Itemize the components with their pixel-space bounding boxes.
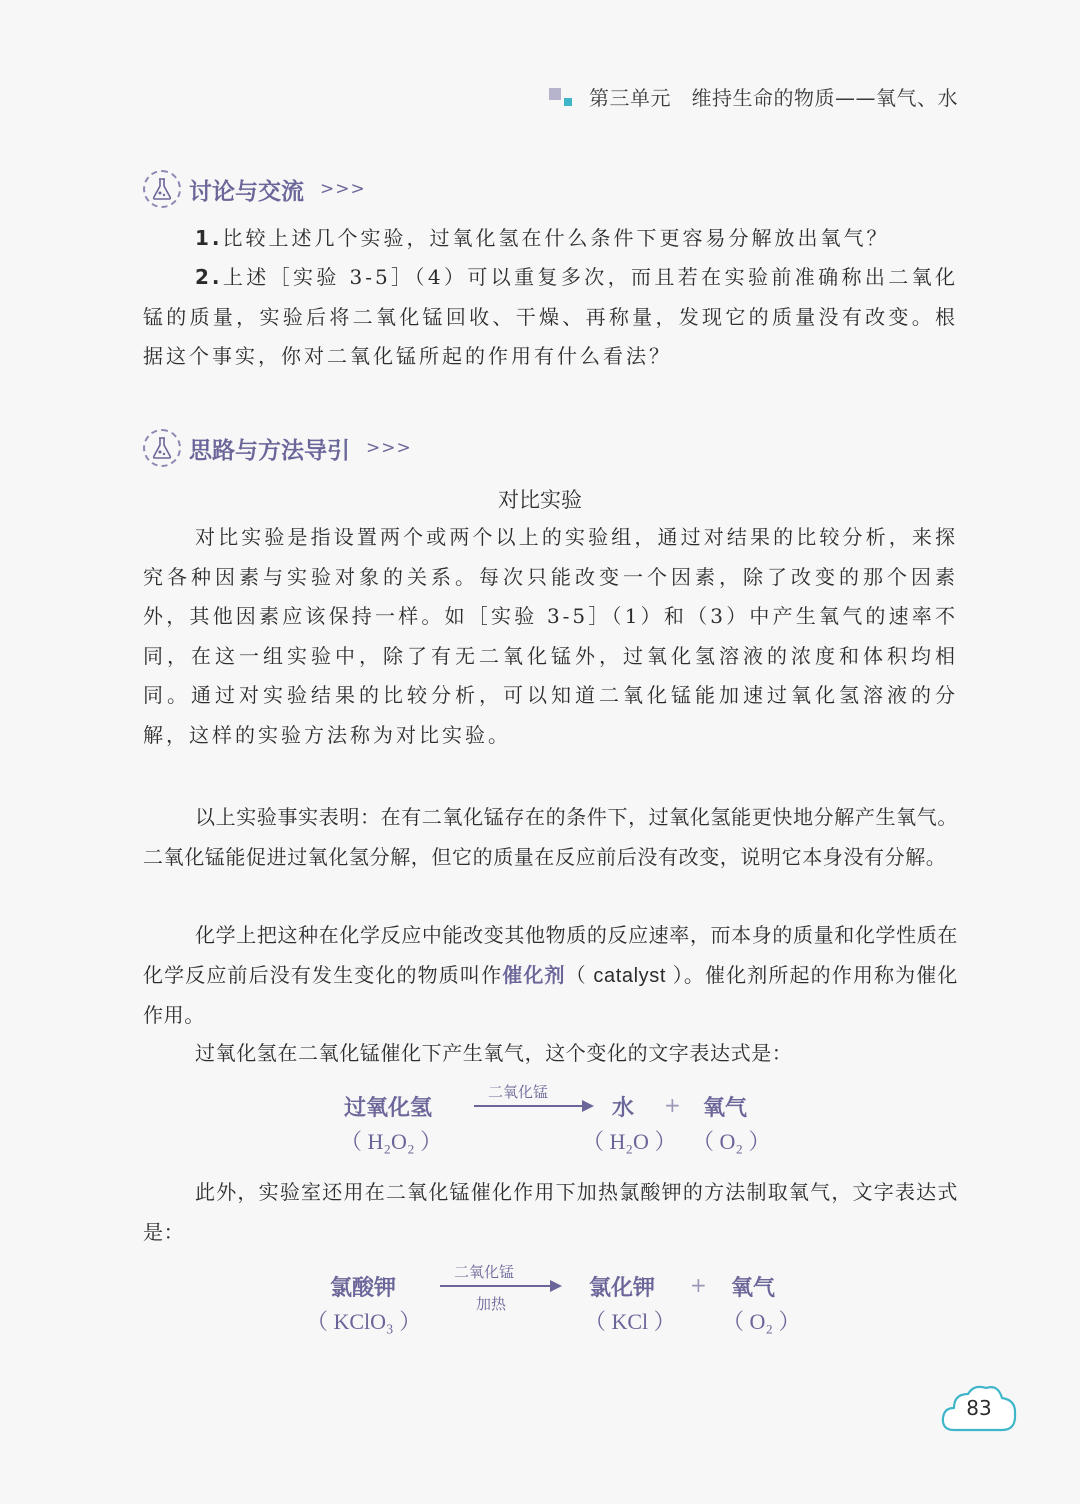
eq2-product1: 氯化钾 bbox=[589, 1276, 656, 1301]
eq1-product2-formula: （ O₂ ） bbox=[692, 1129, 771, 1154]
eq2-reactant-formula: （ KClO₃ ） bbox=[306, 1309, 422, 1334]
eq2-plus: + bbox=[690, 1273, 707, 1297]
eq1-condition: 二氧化锰 bbox=[488, 1083, 549, 1101]
eq2-arrow bbox=[440, 1285, 560, 1287]
body-paragraph-1: 以上实验事实表明：在有二氧化锰存在的条件下，过氧化氢能更快地分解产生氧气。二氧化锰能促进过氧化氢分解，但它的质量在反应前后没有改变，说明它本身没有分解。 bbox=[143, 805, 958, 869]
page-header bbox=[549, 82, 958, 111]
eq1-reactant: 过氧化氢 bbox=[344, 1096, 433, 1121]
eq2-product2-formula: （ O₂ ） bbox=[722, 1309, 801, 1334]
eq1-plus: + bbox=[664, 1093, 681, 1117]
eq2-condition-top: 二氧化锰 bbox=[454, 1263, 515, 1281]
method-subtitle: 对比实验 bbox=[498, 488, 582, 512]
catalyst-english: （ catalyst ） bbox=[565, 964, 684, 987]
catalyst-keyword: 催化剂 bbox=[502, 962, 566, 987]
question-2-number: 2. bbox=[195, 265, 223, 289]
unit-title: 第三单元 维持生命的物质——氧气、水 bbox=[589, 86, 958, 110]
eq1-reactant-formula: （ H₂O₂ ） bbox=[340, 1129, 443, 1154]
flask-icon bbox=[143, 429, 181, 467]
method-arrows: >>> bbox=[366, 438, 412, 458]
question-1-number: 1. bbox=[195, 226, 223, 250]
discussion-arrows: >>> bbox=[320, 179, 366, 199]
discussion-question-1 bbox=[143, 219, 958, 259]
eq1-product1: 水 bbox=[612, 1096, 635, 1121]
eq1-product1-formula: （ H₂O ） bbox=[582, 1129, 677, 1154]
body-paragraph-4: 此外，实验室还用在二氧化锰催化作用下加热氯酸钾的方法制取氧气，文字表达式是： bbox=[143, 1180, 958, 1244]
page-number-badge bbox=[940, 1378, 1018, 1438]
body-paragraph-3: 过氧化氢在二氧化锰催化下产生氧气，这个变化的文字表达式是： bbox=[195, 1041, 793, 1065]
method-heading bbox=[143, 429, 412, 467]
eq2-product1-formula: （ KCl ） bbox=[584, 1309, 676, 1334]
header-square-icon bbox=[549, 84, 577, 110]
page-number: 83 bbox=[966, 1396, 992, 1420]
question-1-text: 比较上述几个实验，过氧化氢在什么条件下更容易分解放出氧气？ bbox=[222, 226, 890, 250]
question-2-text: 上述［实验 3-5］（4）可以重复多次，而且若在实验前准确称出二氧化锰的质量，实验后将二氧化锰回收、干燥、再称量，发现它的质量没有改变。根据这个事实，你对二氧化锰所起的作用有什么看法？ bbox=[143, 265, 958, 368]
discussion-heading bbox=[143, 170, 366, 208]
body-paragraph-2 bbox=[143, 916, 958, 1036]
flask-icon bbox=[143, 170, 181, 208]
eq2-condition-bottom: 加热 bbox=[476, 1295, 507, 1313]
method-title: 思路与方法导引 bbox=[189, 437, 350, 464]
discussion-question-2 bbox=[143, 258, 958, 377]
eq1-arrow bbox=[474, 1105, 592, 1107]
discussion-title: 讨论与交流 bbox=[189, 178, 304, 205]
equation-2 bbox=[0, 1265, 1080, 1355]
eq1-product2: 氧气 bbox=[703, 1096, 748, 1121]
para2-text-before: 化学上把这种在化学反应中能改变其他物质的反应速率，而本身的质量和化学性质在化学反应前后没有发生变化的物质叫作 bbox=[143, 923, 958, 987]
eq2-product2: 氧气 bbox=[731, 1276, 776, 1301]
para2-text-after: 。催化剂所起的作用称为催化作用。 bbox=[143, 962, 958, 1027]
method-text: 对比实验是指设置两个或两个以上的实验组，通过对结果的比较分析，来探究各种因素与实验对象的关系。每次只能改变一个因素，除了改变的那个因素外，其他因素应该保持一样。如［实验 3-5］（1）和（3）中产生氧气的速率不同，在这一组实验中，除了有无二氧化锰外，过氧化氢溶液的浓度和体积均相同。通过对实验结果的比较分析，可以知道二氧化锰能加速过氧化氢溶液的分解，这样的实验方法称为对比实验。 bbox=[143, 525, 958, 747]
eq2-reactant: 氯酸钾 bbox=[330, 1276, 397, 1301]
equation-1 bbox=[0, 1085, 1080, 1165]
